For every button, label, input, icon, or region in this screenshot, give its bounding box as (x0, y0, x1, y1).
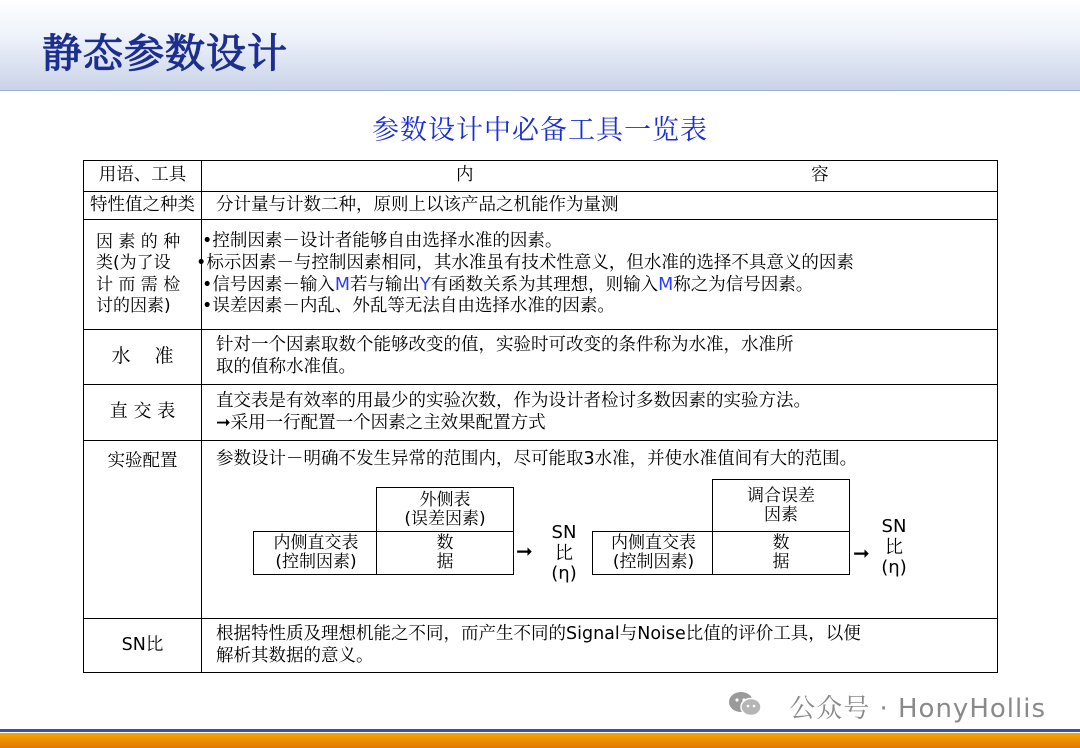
row-factors-label (84, 220, 202, 330)
signal-y: Y (419, 274, 431, 295)
orthogonal-line: ➞采用一行配置一个因素之主效果配置方式 (216, 412, 546, 433)
row-level (84, 330, 998, 385)
arrow-right-icon: ➞ (853, 540, 870, 565)
row-level-content (202, 330, 998, 385)
factor-signal (202, 275, 991, 297)
label-line: 类(为了设 (96, 253, 171, 274)
signal-text-mid2: 有函数关系为其理想，则输入 (430, 274, 659, 295)
label-line: 计 而 需 检 (96, 274, 181, 295)
row-orthogonal (84, 385, 998, 441)
header-col-term: 用语、工具 (84, 161, 202, 192)
tools-table (83, 160, 998, 673)
row-experiment (84, 441, 998, 619)
sn-ratio-label: SN 比 (η) (551, 521, 577, 585)
outer-array-box: 外侧表 (误差因素) (376, 487, 514, 533)
wechat-icon (728, 690, 762, 718)
orthogonal-line: 直交表是有效率的用最少的实验次数，作为设计者检讨多数因素的实验方法。 (216, 390, 811, 411)
sn-line: 解析其数据的意义。 (216, 645, 374, 666)
inner-array-box-right: 内侧直交表 (控制因素) (592, 531, 715, 575)
page-title: 静态参数设计 (42, 31, 288, 77)
sn-ratio-label-right: SN 比 (η) (881, 515, 907, 579)
factor-error: •误差因素－内乱、外乱等无法自由选择水准的因素。 (202, 296, 615, 317)
signal-text-mid: 若与输出 (349, 274, 420, 295)
row-experiment-content (202, 441, 998, 619)
footer-divider (0, 729, 1080, 732)
row-characteristic-content: 分计量与计数二种，原则上以该产品之机能作为量测 (202, 192, 998, 220)
noise-compound-box: 调合误差 因素 (712, 479, 850, 533)
signal-text-post: 称之为信号因素。 (673, 274, 814, 295)
signal-m: M (334, 274, 350, 295)
row-characteristic-label: 特性值之种类 (84, 192, 202, 220)
label-line: 讨的因素) (96, 295, 171, 316)
experiment-diagram (216, 471, 991, 611)
row-factors-content (196, 220, 998, 330)
table-caption: 参数设计中必备工具一览表 (372, 115, 708, 146)
watermark: 公众号 · HonyHollis (789, 694, 1046, 724)
row-orthogonal-label: 直 交 表 (84, 385, 202, 441)
header-col-content (202, 161, 998, 192)
row-sn-label: SN比 (84, 619, 202, 673)
level-line: 针对一个因素取数个能够改变的值，实验时可改变的条件称为水准，水准所 (216, 335, 794, 356)
header-nei: 内 (456, 165, 474, 186)
data-box-right: 数 据 (712, 531, 850, 575)
factor-control: •控制因素－设计者能够自由选择水准的因素。 (202, 230, 563, 251)
label-line: 因 素 的 种 (96, 232, 181, 252)
row-level-label: 水 准 (84, 330, 202, 385)
row-sn-content (202, 619, 998, 673)
row-experiment-label: 实验配置 (84, 441, 202, 619)
signal-text-pre: •信号因素－输入 (202, 274, 335, 295)
data-box: 数 据 (376, 531, 514, 575)
row-sn (84, 619, 998, 673)
experiment-text: 参数设计－明确不发生异常的范围内，尽可能取3水准，并使水准值间有大的范围。 (216, 449, 858, 469)
signal-m2: M (658, 274, 674, 295)
arrow-right-icon: ➞ (516, 538, 533, 563)
factor-indicative: •标示因素－与控制因素相同，其水准虽有技术性意义，但水准的选择不具意义的因素 (196, 252, 854, 273)
header-rong: 容 (811, 165, 829, 186)
row-factors (84, 220, 998, 330)
footer-bar (0, 733, 1080, 748)
level-line: 取的值称水准值。 (216, 357, 356, 377)
row-orthogonal-content (202, 385, 998, 441)
row-characteristic (84, 192, 998, 220)
inner-array-box: 内侧直交表 (控制因素) (253, 531, 379, 575)
sn-line: 根据特性质及理想机能之不同，而产生不同的Signal与Noise比值的评价工具，以便 (216, 623, 861, 644)
table-header-row (84, 161, 998, 192)
header-bar (0, 0, 1080, 91)
